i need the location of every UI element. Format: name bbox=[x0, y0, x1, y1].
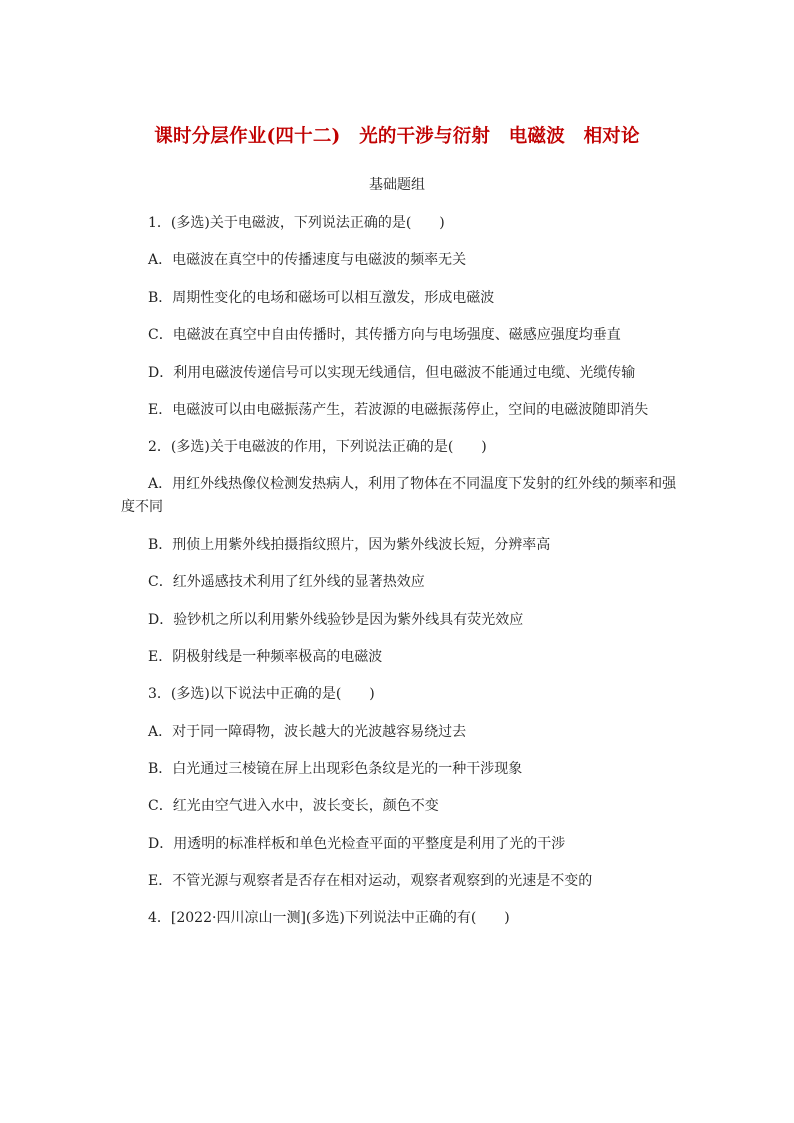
question-3-option-c: C．红光由空气进入水中，波长变长，颜色不变 bbox=[148, 798, 439, 814]
question-3-option-a: A．对于同一障碍物，波长越大的光波越容易绕过去 bbox=[148, 724, 467, 740]
question-1-option-d: D．利用电磁波传递信号可以实现无线通信，但电磁波不能通过电缆、光缆传输 bbox=[148, 365, 636, 381]
question-3-option-d: D．用透明的标准样板和单色光检查平面的平整度是利用了光的干涉 bbox=[148, 836, 566, 852]
question-2-option-e: E．阴极射线是一种频率极高的电磁波 bbox=[148, 649, 383, 665]
question-2-option-d: D．验钞机之所以利用紫外线验钞是因为紫外线具有荧光效应 bbox=[148, 612, 524, 628]
section-heading: 基础题组 bbox=[369, 177, 425, 193]
question-4-stem: 4．[2022·四川凉山一测](多选)下列说法中正确的有( ) bbox=[148, 910, 510, 926]
question-1-option-b: B．周期性变化的电场和磁场可以相互激发，形成电磁波 bbox=[148, 290, 495, 306]
question-3-option-e: E．不管光源与观察者是否存在相对运动，观察者观察到的光速是不变的 bbox=[148, 873, 593, 889]
question-1-stem: 1．(多选)关于电磁波，下列说法正确的是( ) bbox=[148, 215, 445, 231]
page-title: 课时分层作业(四十二) 光的干涉与衍射 电磁波 相对论 bbox=[154, 126, 640, 147]
question-2-option-a-line1: A．用红外线热像仪检测发热病人，利用了物体在不同温度下发射的红外线的频率和强 bbox=[148, 476, 677, 492]
question-2-option-c: C．红外遥感技术利用了红外线的显著热效应 bbox=[148, 574, 425, 590]
question-2-option-b: B．刑侦上用紫外线拍摄指纹照片，因为紫外线波长短，分辨率高 bbox=[148, 537, 551, 553]
question-2-option-a-line2: 度不同 bbox=[121, 499, 163, 515]
question-1-option-e: E．电磁波可以由电磁振荡产生，若波源的电磁振荡停止，空间的电磁波随即消失 bbox=[148, 402, 649, 418]
question-1-option-c: C．电磁波在真空中自由传播时，其传播方向与电场强度、磁感应强度均垂直 bbox=[148, 327, 621, 343]
question-1-option-a: A．电磁波在真空中的传播速度与电磁波的频率无关 bbox=[148, 252, 467, 268]
question-2-stem: 2．(多选)关于电磁波的作用，下列说法正确的是( ) bbox=[148, 439, 487, 455]
question-3-option-b: B．白光通过三棱镜在屏上出现彩色条纹是光的一种干涉现象 bbox=[148, 761, 523, 777]
question-3-stem: 3．(多选)以下说法中正确的是( ) bbox=[148, 686, 375, 702]
